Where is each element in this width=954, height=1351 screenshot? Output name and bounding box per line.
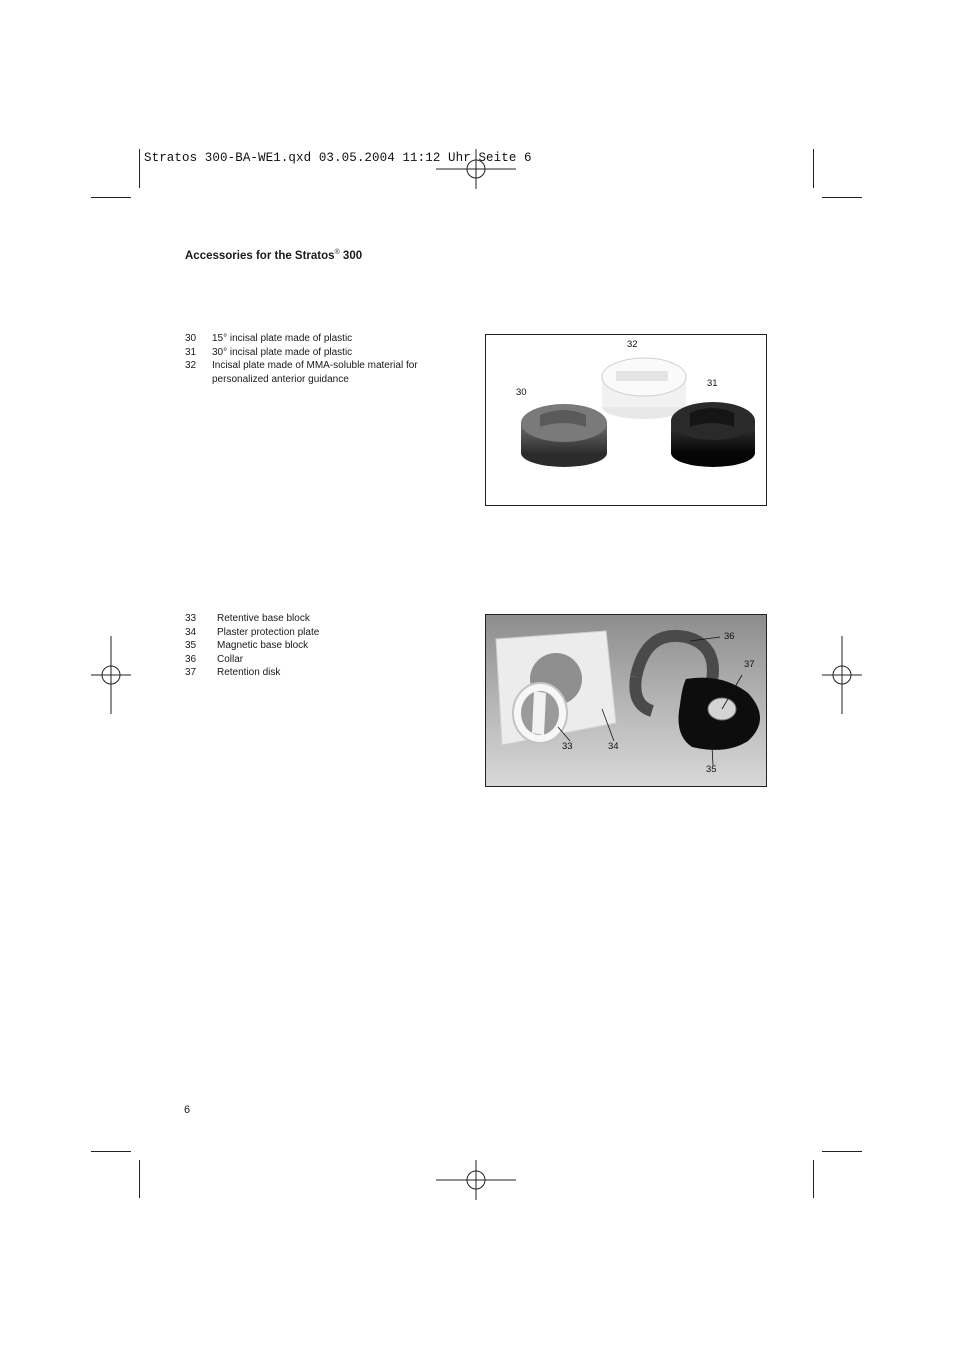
- list-item: [185, 332, 418, 346]
- item-number: 37: [185, 667, 197, 679]
- section-title-text: Accessories for the Stratos: [185, 249, 335, 262]
- list-item: [185, 373, 418, 387]
- callout-35: 35: [706, 764, 717, 775]
- item-number: 36: [185, 653, 197, 665]
- section-title: [185, 249, 362, 262]
- callout-34: 34: [608, 741, 619, 752]
- list-item: [185, 626, 319, 640]
- callout-30: 30: [516, 387, 527, 398]
- item-number: [185, 373, 212, 387]
- item-text: Magnetic base block: [217, 640, 309, 652]
- print-slug: Stratos 300-BA-WE1.qxd 03.05.2004 11:12 Uhr Seite 6: [144, 151, 532, 165]
- registration-mark-right: [822, 636, 862, 714]
- item-number: 32: [185, 360, 197, 372]
- item-number: 30: [185, 333, 197, 344]
- page-number: 6: [184, 1104, 191, 1116]
- item-number: 35: [185, 640, 197, 652]
- item-text: 15° incisal plate made of plastic: [212, 333, 353, 344]
- registration-mark-bottom: [436, 1160, 516, 1200]
- item-text: Collar: [217, 653, 244, 665]
- item-text: Plaster protection plate: [217, 626, 320, 638]
- item-text: Incisal plate made of MMA-soluble material for: [212, 360, 418, 372]
- list-item: [185, 639, 319, 653]
- registration-mark-left: [91, 636, 131, 714]
- callout-32: 32: [627, 339, 638, 350]
- callout-37: 37: [744, 659, 755, 670]
- list-item: [185, 346, 418, 360]
- item-text: Retention disk: [217, 667, 281, 679]
- item-number: 33: [185, 613, 197, 624]
- legend-base-blocks: [185, 612, 319, 680]
- legend-incisal-plates: [185, 332, 418, 386]
- callout-36: 36: [724, 631, 735, 642]
- list-item: [185, 359, 418, 373]
- registered-mark: ®: [334, 249, 340, 256]
- list-item: [185, 612, 319, 626]
- item-text: personalized anterior guidance: [212, 373, 349, 385]
- callout-31: 31: [707, 378, 718, 389]
- item-text: Retentive base block: [217, 613, 310, 624]
- photo-base-blocks: [485, 614, 767, 787]
- list-item: [185, 653, 319, 667]
- incisal-plates-illustration: [486, 335, 766, 505]
- item-number: 31: [185, 346, 197, 358]
- list-item: [185, 666, 319, 680]
- item-number: 34: [185, 626, 197, 638]
- item-text: 30° incisal plate made of plastic: [212, 346, 353, 358]
- callout-33: 33: [562, 741, 573, 752]
- section-title-suffix: 300: [339, 249, 363, 262]
- photo-incisal-plates: [485, 334, 767, 506]
